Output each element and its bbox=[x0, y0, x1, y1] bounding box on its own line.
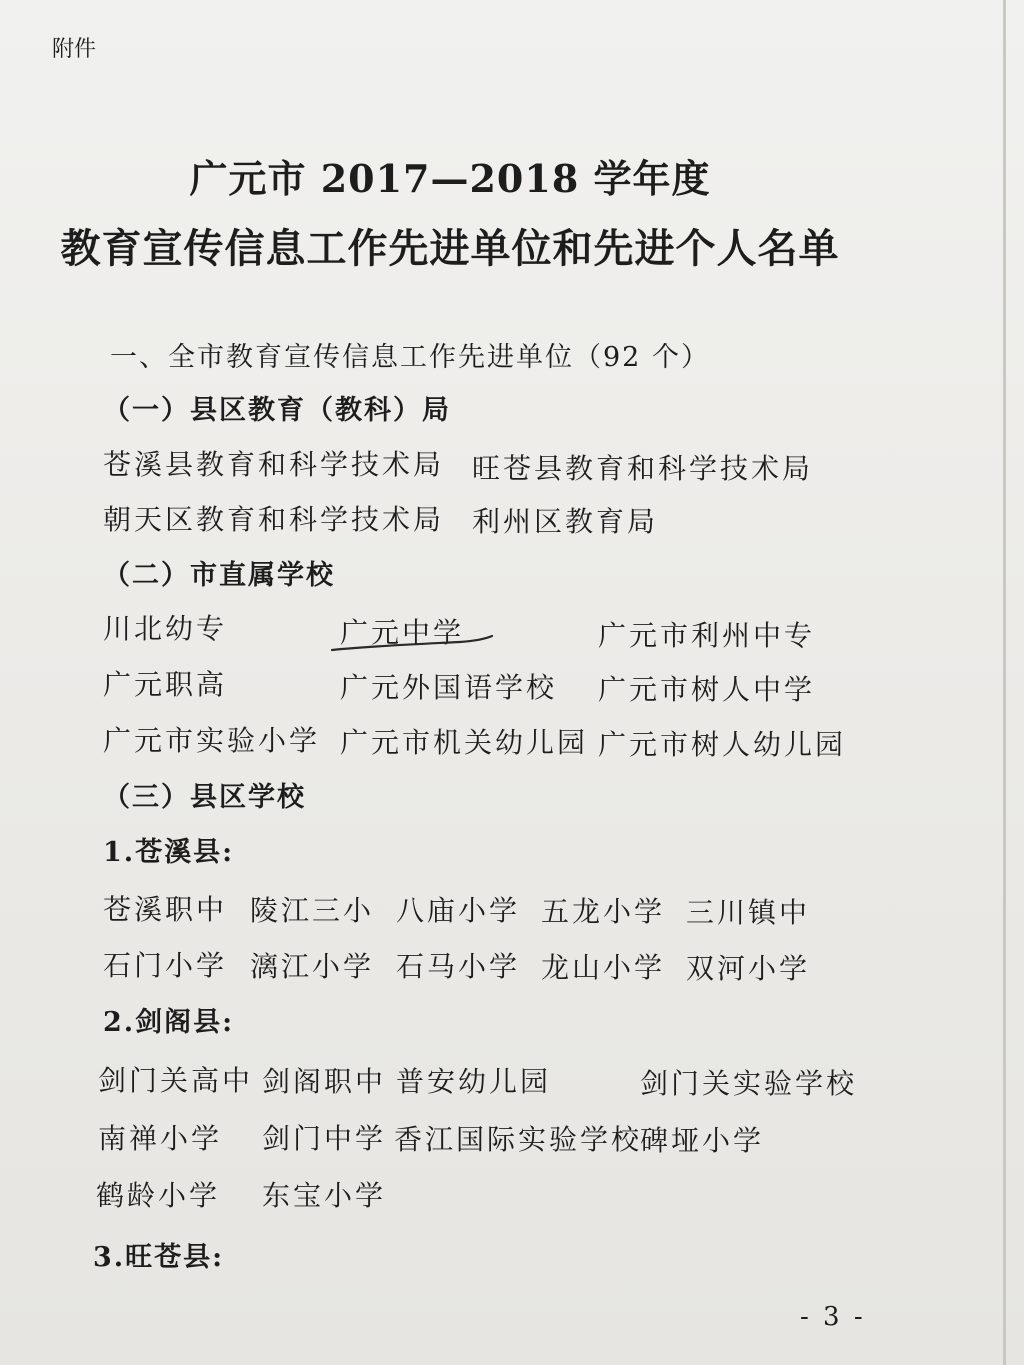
handwritten-underline bbox=[330, 632, 500, 656]
list-item: 苍溪县教育和科学技术局 bbox=[103, 448, 445, 481]
list-item: 东宝小学 bbox=[262, 1179, 387, 1212]
list-item: 双河小学 bbox=[686, 952, 811, 985]
list-item: 五龙小学 bbox=[541, 895, 666, 928]
list-item: 川北幼专 bbox=[103, 612, 228, 645]
list-item: 广元市机关幼儿园 bbox=[340, 726, 589, 759]
list-item: 石马小学 bbox=[396, 950, 521, 983]
county-heading: 2.剑阁县: bbox=[103, 1007, 235, 1038]
list-item: 利州区教育局 bbox=[472, 505, 659, 538]
title-line-1: 广元市 2017—2018 学年度 bbox=[189, 156, 711, 201]
list-item: 漓江小学 bbox=[250, 950, 375, 983]
page-number: - 3 - bbox=[800, 1302, 866, 1332]
list-item: 剑阁职中 bbox=[262, 1065, 387, 1098]
section-one-heading: 一、全市教育宣传信息工作先进单位（92 个） bbox=[110, 342, 710, 373]
list-item: 南禅小学 bbox=[98, 1122, 223, 1155]
list-item: 广元中学 bbox=[340, 616, 465, 649]
list-item: 朝天区教育和科学技术局 bbox=[103, 503, 445, 536]
list-item: 广元市树人幼儿园 bbox=[598, 728, 847, 761]
list-item: 剑门中学 bbox=[262, 1122, 387, 1155]
list-item: 剑门关实验学校 bbox=[640, 1067, 858, 1100]
list-item: 石门小学 bbox=[103, 949, 228, 982]
list-item: 广元职高 bbox=[103, 668, 228, 701]
list-item: 广元市实验小学 bbox=[103, 724, 321, 757]
list-item: 三川镇中 bbox=[686, 896, 811, 929]
list-item: 剑门关高中 bbox=[98, 1064, 254, 1097]
subsection-2-heading: （二）市直属学校 bbox=[103, 560, 335, 591]
attachment-label: 附件 bbox=[52, 37, 97, 62]
subsection-3-heading: （三）县区学校 bbox=[103, 782, 306, 813]
list-item: 广元市利州中专 bbox=[598, 619, 816, 652]
list-item: 广元外国语学校 bbox=[340, 671, 558, 704]
page-edge bbox=[1003, 0, 1006, 1365]
county-heading: 3.旺苍县: bbox=[93, 1242, 225, 1273]
title-line-2: 教育宣传信息工作先进单位和先进个人名单 bbox=[60, 225, 840, 272]
list-item: 旺苍县教育和科学技术局 bbox=[472, 452, 814, 485]
subsection-1-heading: （一）县区教育（教科）局 bbox=[103, 395, 451, 426]
county-heading: 1.苍溪县: bbox=[103, 837, 235, 868]
list-item: 碑垭小学 bbox=[640, 1124, 765, 1157]
list-item: 陵江三小 bbox=[250, 894, 375, 927]
list-item: 广元市树人中学 bbox=[598, 673, 816, 706]
list-item: 鹤龄小学 bbox=[96, 1179, 221, 1212]
list-item: 龙山小学 bbox=[541, 951, 666, 984]
list-item: 香江国际实验学校 bbox=[394, 1123, 643, 1156]
list-item: 普安幼儿园 bbox=[396, 1065, 552, 1098]
list-item: 苍溪职中 bbox=[103, 893, 228, 926]
list-item: 八庙小学 bbox=[396, 894, 521, 927]
